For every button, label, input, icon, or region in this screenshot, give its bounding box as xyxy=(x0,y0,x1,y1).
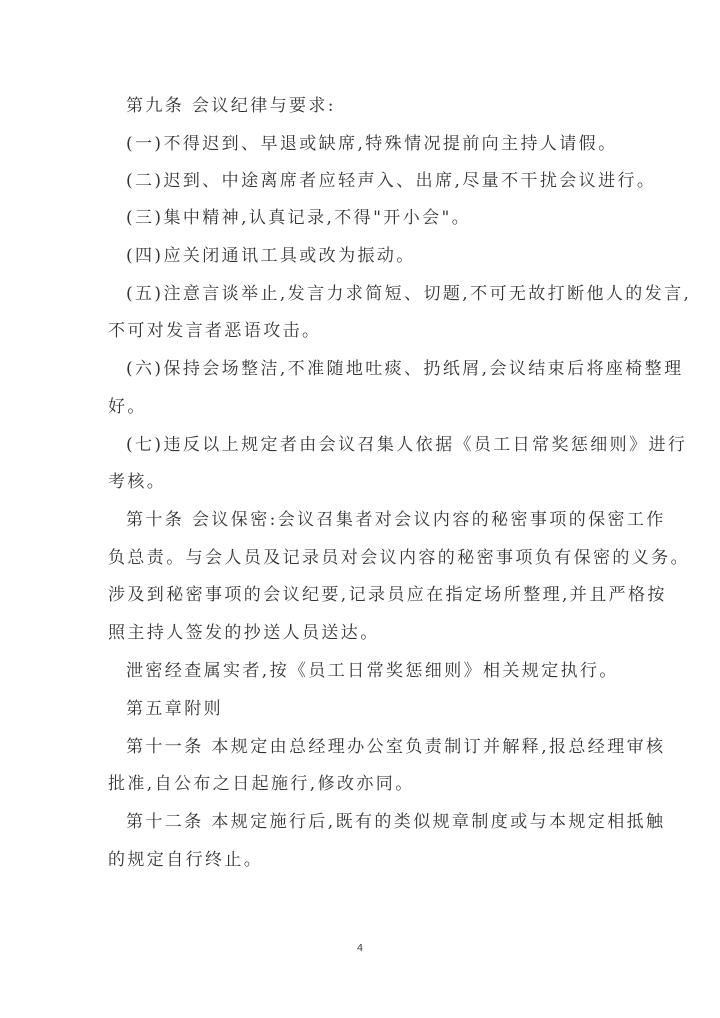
text-line: (三)集中精神,认真记录,不得"开小会"。 xyxy=(126,208,472,228)
text-line: 照主持人签发的抄送人员送达。 xyxy=(108,623,380,643)
text-line: (六)保持会场整洁,不准随地吐痰、扔纸屑,会议结束后将座椅整理 xyxy=(126,359,684,379)
text-line: 第九条 会议纪律与要求: xyxy=(126,96,336,116)
text-line: 批准,自公布之日起施行,修改亦同。 xyxy=(108,774,415,794)
text-line: 负总责。与会人员及记录员对会议内容的秘密事项负有保密的义务。 xyxy=(108,548,690,568)
text-line: 第十条 会议保密:会议召集者对会议内容的秘密事项的保密工作 xyxy=(126,510,666,530)
text-line: 考核。 xyxy=(108,472,167,492)
text-line: 涉及到秘密事项的会议纪要,记录员应在指定场所整理,并且严格按 xyxy=(108,585,667,605)
text-line: 第十一条 本规定由总经理办公室负责制订并解释,报总经理审核 xyxy=(126,737,666,757)
text-line: 好。 xyxy=(108,397,147,417)
text-line: 不可对发言者恶语攻击。 xyxy=(108,321,322,341)
text-line: 泄密经查属实者,按《员工日常奖惩细则》相关规定执行。 xyxy=(126,661,619,681)
text-line: (二)迟到、中途离席者应轻声入、出席,尽量不干扰会议进行。 xyxy=(126,171,657,191)
text-line: 第十二条 本规定施行后,既有的类似规章制度或与本规定相抵触 xyxy=(126,812,666,832)
text-line: (七)违反以上规定者由会议召集人依据《员工日常奖惩细则》进行 xyxy=(126,435,688,455)
text-line: 第五章附则 xyxy=(126,699,223,719)
text-line: (一)不得迟到、早退或缺席,特殊情况提前向主持人请假。 xyxy=(126,134,618,154)
text-line: (五)注意言谈举止,发言力求简短、切题,不可无故打断他人的发言, xyxy=(126,284,692,304)
page-number: 4 xyxy=(356,943,364,954)
text-line: (四)应关闭通讯工具或改为振动。 xyxy=(126,246,416,266)
text-line: 的规定自行终止。 xyxy=(108,850,264,870)
